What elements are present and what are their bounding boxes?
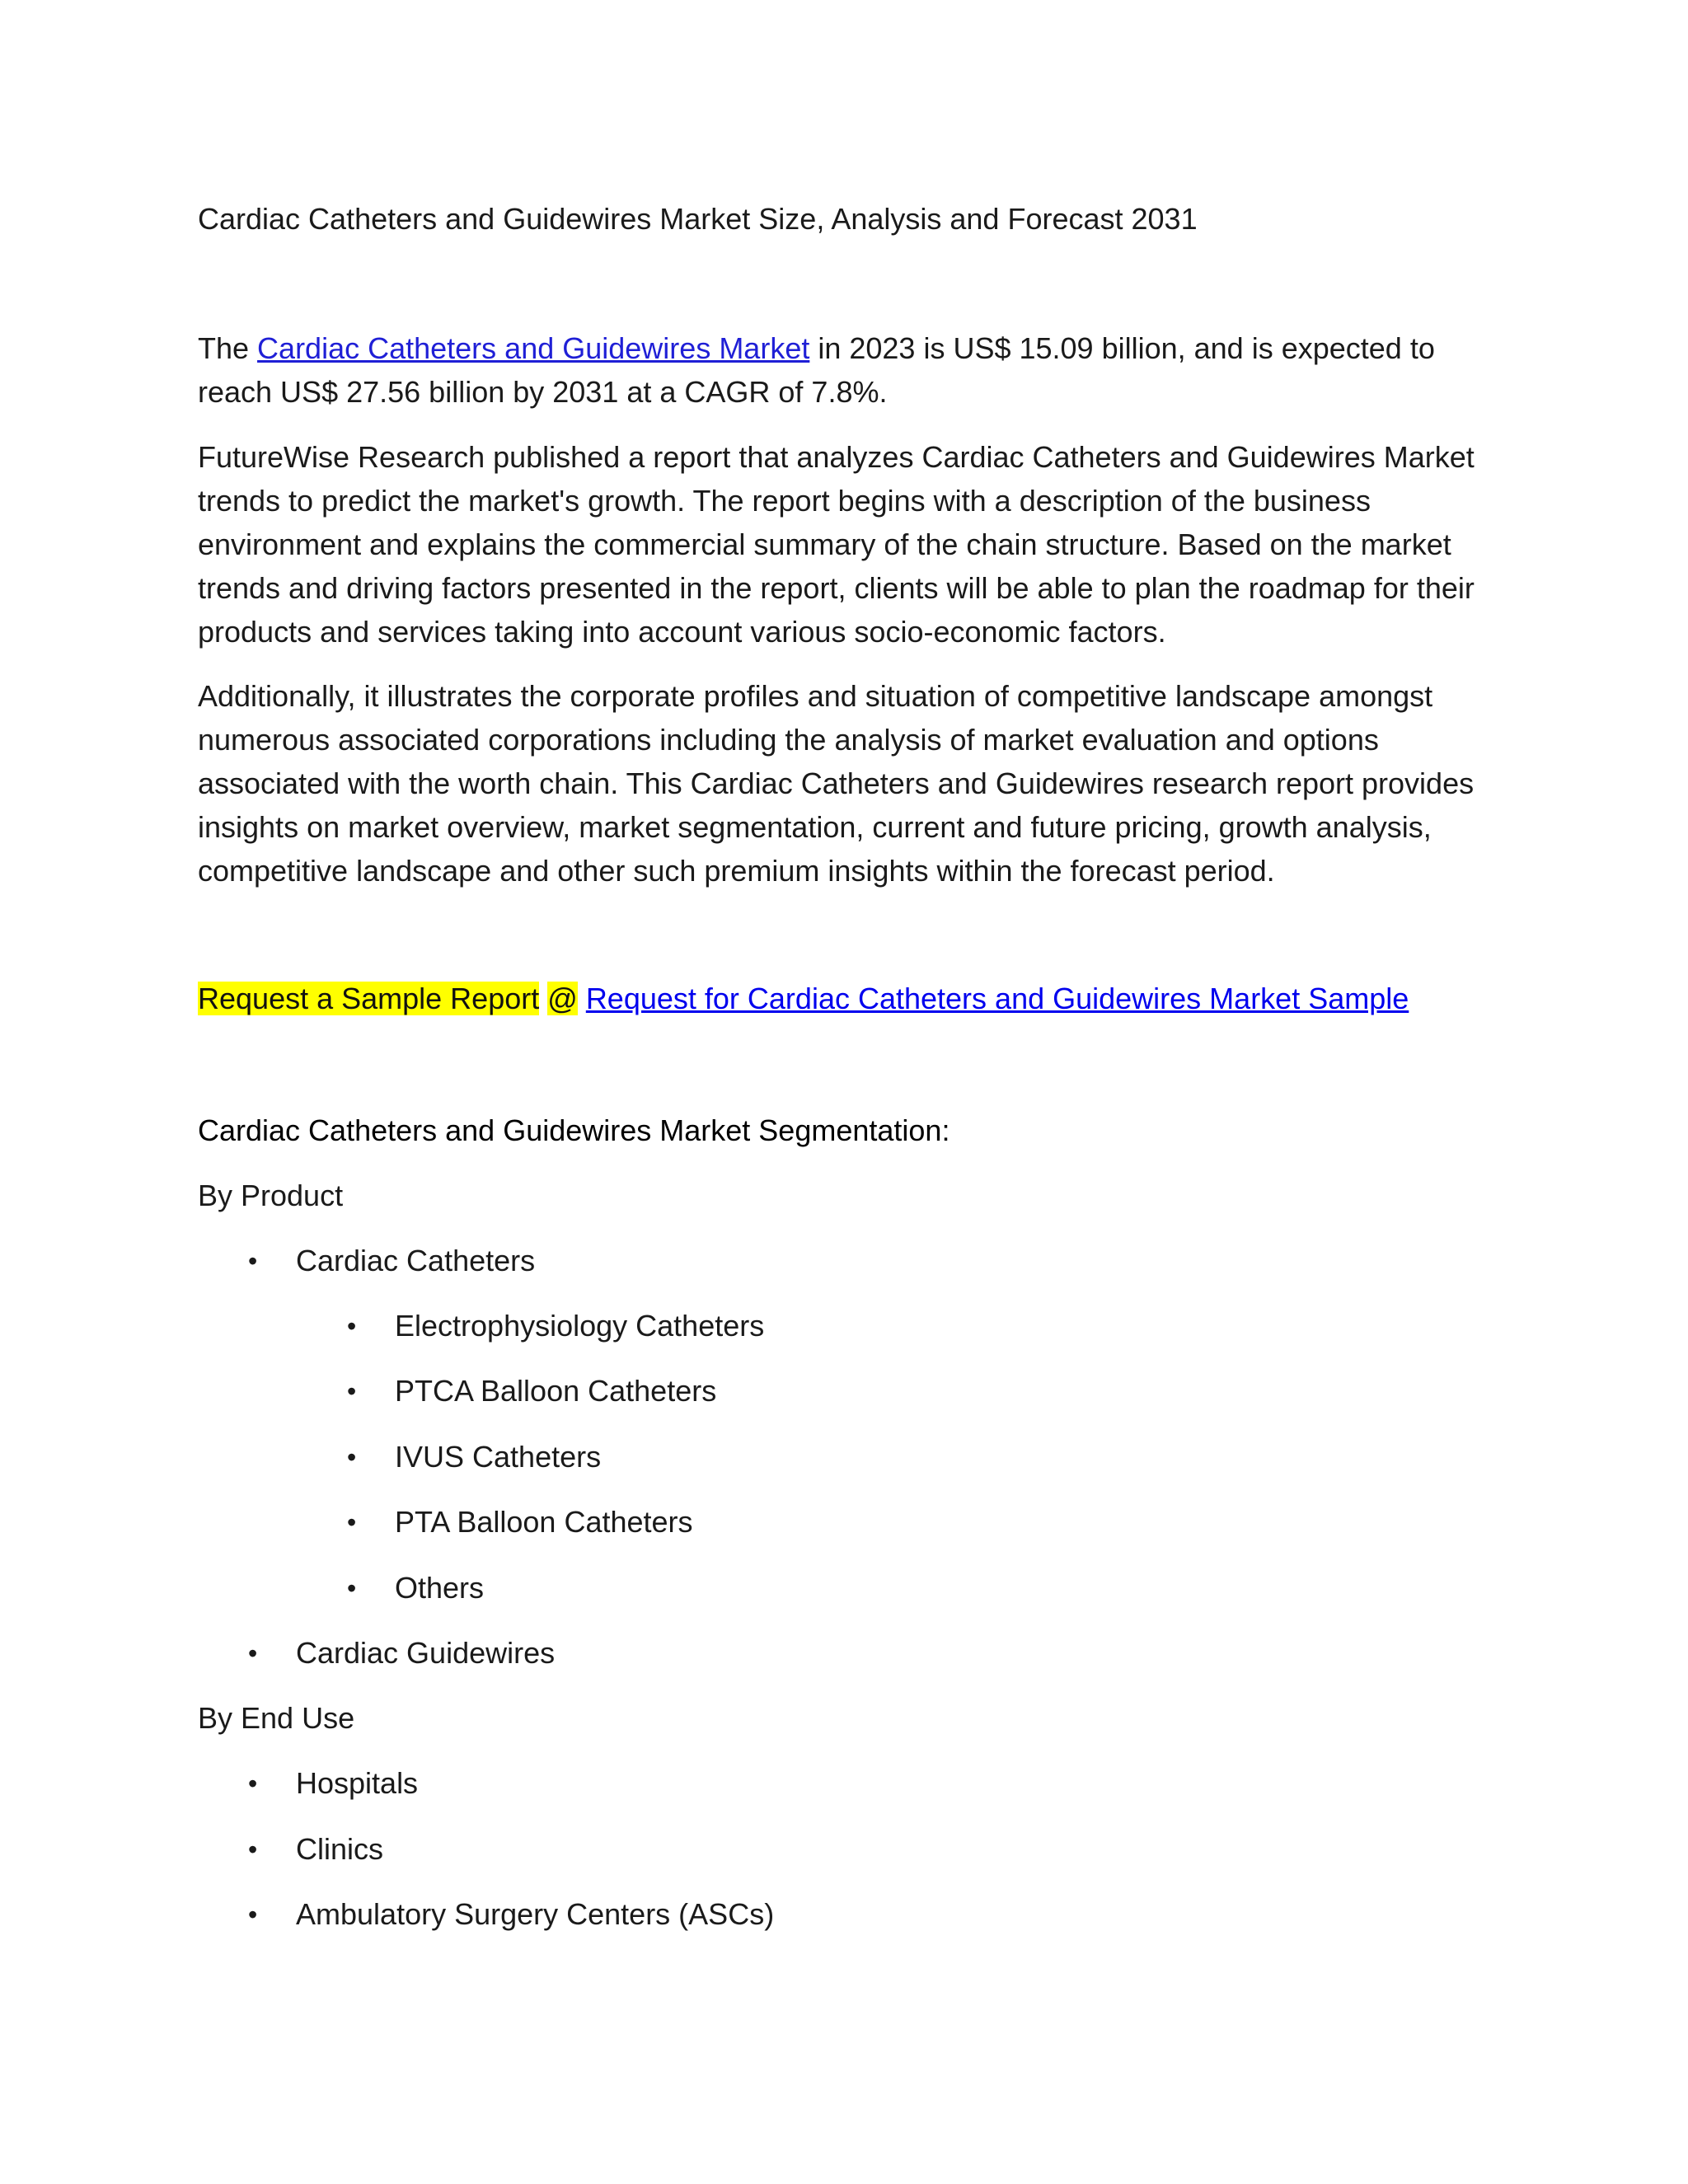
- list-item-label: PTA Balloon Catheters: [395, 1505, 693, 1539]
- list-item: [347, 1567, 485, 1610]
- list-item: [248, 1632, 556, 1675]
- market-link[interactable]: Cardiac Catheters and Guidewires Market: [257, 331, 810, 365]
- sample-request-link[interactable]: Request for Cardiac Catheters and Guidewires Market Sample: [585, 982, 1409, 1015]
- list-item-label: Hospitals: [296, 1766, 419, 1800]
- sample-request-line: [198, 977, 1409, 1020]
- report-description-paragraph: FutureWise Research published a report that analyzes Cardiac Catheters and Guidewires Market trends to predict the market's growth. The report begins with a description of the business environment and explains the commercial summary of the chain structure. Based on the market trends and driving factors presented in the report, clients will be able to plan the roadmap for their products and services taking into account various socio-economic factors.: [198, 440, 1475, 649]
- bullet-icon: •: [347, 1376, 357, 1406]
- intro-suffix: in 2023 is US$ 15.09 billion, and is expected to reach US$ 27.56 billion by 2031 at a CAGR of 7.8%.: [198, 331, 1435, 409]
- by-product-label: By Product: [198, 1179, 344, 1212]
- list-item: [347, 1370, 717, 1413]
- list-item: [248, 1762, 419, 1805]
- bullet-icon: •: [347, 1442, 357, 1472]
- list-item: [347, 1305, 765, 1347]
- intro-prefix: The: [198, 331, 258, 365]
- list-item-label: IVUS Catheters: [395, 1440, 602, 1474]
- sample-request-label: Request a Sample Report: [198, 982, 540, 1015]
- bullet-icon: •: [347, 1573, 357, 1603]
- list-item-label: Electrophysiology Catheters: [395, 1309, 765, 1343]
- segmentation-heading: Cardiac Catheters and Guidewires Market Segmentation:: [198, 1113, 950, 1147]
- bullet-icon: •: [248, 1900, 258, 1929]
- list-item-label: Ambulatory Surgery Centers (ASCs): [296, 1897, 775, 1931]
- list-item-label: Others: [395, 1571, 485, 1605]
- list-item: [347, 1501, 693, 1544]
- bullet-icon: •: [248, 1638, 258, 1668]
- list-item-label: Clinics: [296, 1832, 384, 1866]
- bullet-icon: •: [347, 1507, 357, 1537]
- list-item: [248, 1893, 775, 1936]
- report-scope-paragraph: Additionally, it illustrates the corporate profiles and situation of competitive landscape amongst numerous associated corporations including the analysis of market evaluation and options associated with the worth chain. This Cardiac Catheters and Guidewires research report provides insights on market overview, market segmentation, current and future pricing, growth analysis, competitive landscape and other such premium insights within the forecast period.: [198, 679, 1475, 888]
- list-item-label: Cardiac Guidewires: [296, 1636, 556, 1670]
- bullet-icon: •: [248, 1835, 258, 1864]
- sample-request-separator: @: [547, 982, 578, 1015]
- list-item: [248, 1240, 536, 1282]
- bullet-icon: •: [347, 1311, 357, 1341]
- bullet-icon: •: [248, 1769, 258, 1798]
- list-item-label: PTCA Balloon Catheters: [395, 1374, 717, 1408]
- list-item: [347, 1436, 602, 1479]
- document-title: Cardiac Catheters and Guidewires Market Size, Analysis and Forecast 2031: [198, 202, 1198, 236]
- list-item-label: Cardiac Catheters: [296, 1244, 536, 1277]
- bullet-icon: •: [248, 1246, 258, 1276]
- by-end-use-label: By End Use: [198, 1701, 355, 1735]
- intro-paragraph: [198, 326, 1500, 414]
- list-item: [248, 1828, 384, 1871]
